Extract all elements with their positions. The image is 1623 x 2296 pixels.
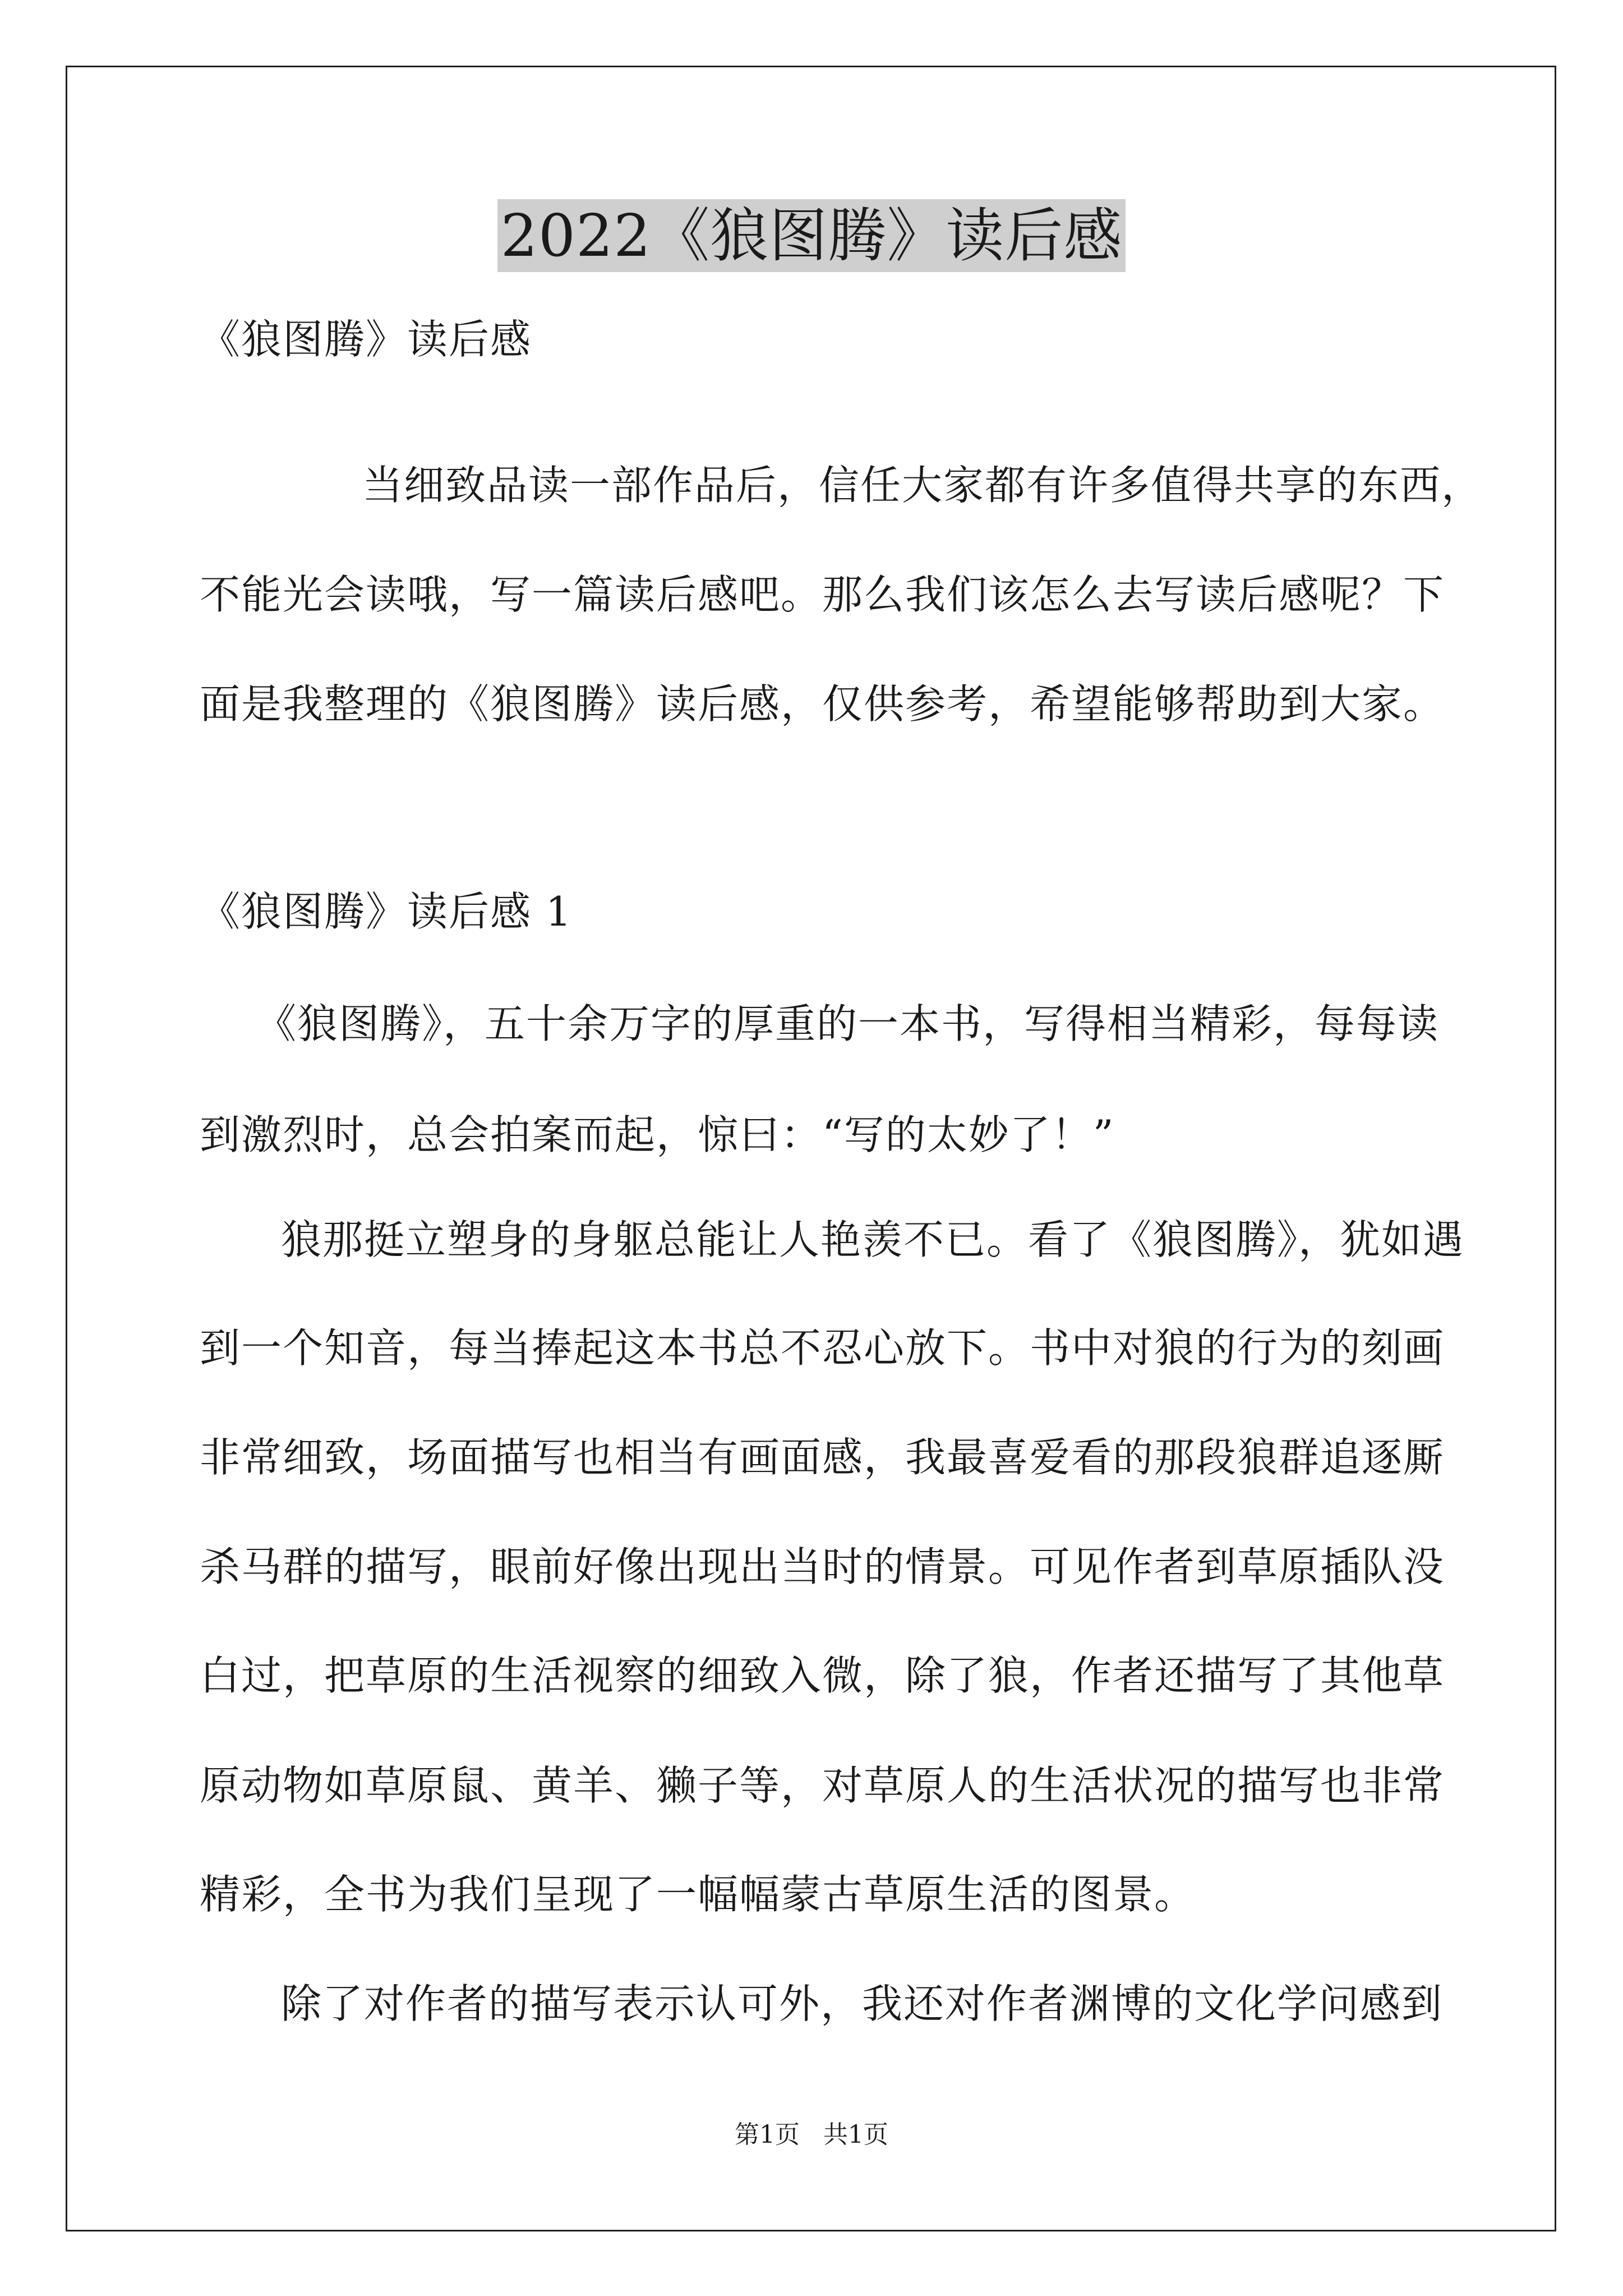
paragraph-line: 杀马群的描写，眼前好像出现出当时的情景。可见作者到草原插队没	[200, 1543, 1445, 1590]
intro-line: 当细致品读一部作品后，信任大家都有许多值得共享的东西，	[362, 462, 1483, 509]
intro-line: 面是我整理的《狼图腾》读后感，仅供参考，希望能够帮助到大家。	[200, 680, 1445, 728]
paragraph-line: 原动物如草原鼠、黄羊、獭子等，对草原人的生活状况的描写也非常	[200, 1762, 1445, 1809]
paragraph-line: 《狼图腾》，五十余万字的厚重的一本书，写得相当精彩，每每读	[256, 1000, 1440, 1047]
paragraph-line: 非常细致，场面描写也相当有画面感，我最喜爱看的那段狼群追逐厮	[200, 1434, 1445, 1481]
paragraph-line: 除了对作者的描写表示认可外，我还对作者渊博的文化学问感到	[281, 1980, 1444, 2027]
paragraph-line: 到一个知音，每当捧起这本书总不忍心放下。书中对狼的行为的刻画	[200, 1324, 1445, 1372]
subheading: 《狼图腾》读后感	[200, 316, 532, 363]
paragraph-line: 狼那挺立塑身的身躯总能让人艳羡不已。看了《狼图腾》，犹如遇	[281, 1216, 1465, 1263]
page-number: 第1页 共1页	[735, 2120, 888, 2149]
intro-line: 不能光会读哦，写一篇读后感吧。那么我们该怎么去写读后感呢？下	[200, 571, 1445, 618]
page-footer	[0, 2119, 1623, 2151]
paragraph-line: 到激烈时，总会拍案而起，惊曰：“写的太妙了！”	[200, 1111, 1115, 1158]
document-title: 2022《狼图腾》读后感	[497, 199, 1126, 272]
paragraph-line: 精彩，全书为我们呈现了一幅幅蒙古草原生活的图景。	[200, 1871, 1196, 1918]
section-heading: 《狼图腾》读后感 1	[200, 888, 573, 935]
paragraph-line: 白过，把草原的生活视察的细致入微，除了狼，作者还描写了其他草	[200, 1652, 1445, 1699]
title-container	[0, 199, 1623, 272]
